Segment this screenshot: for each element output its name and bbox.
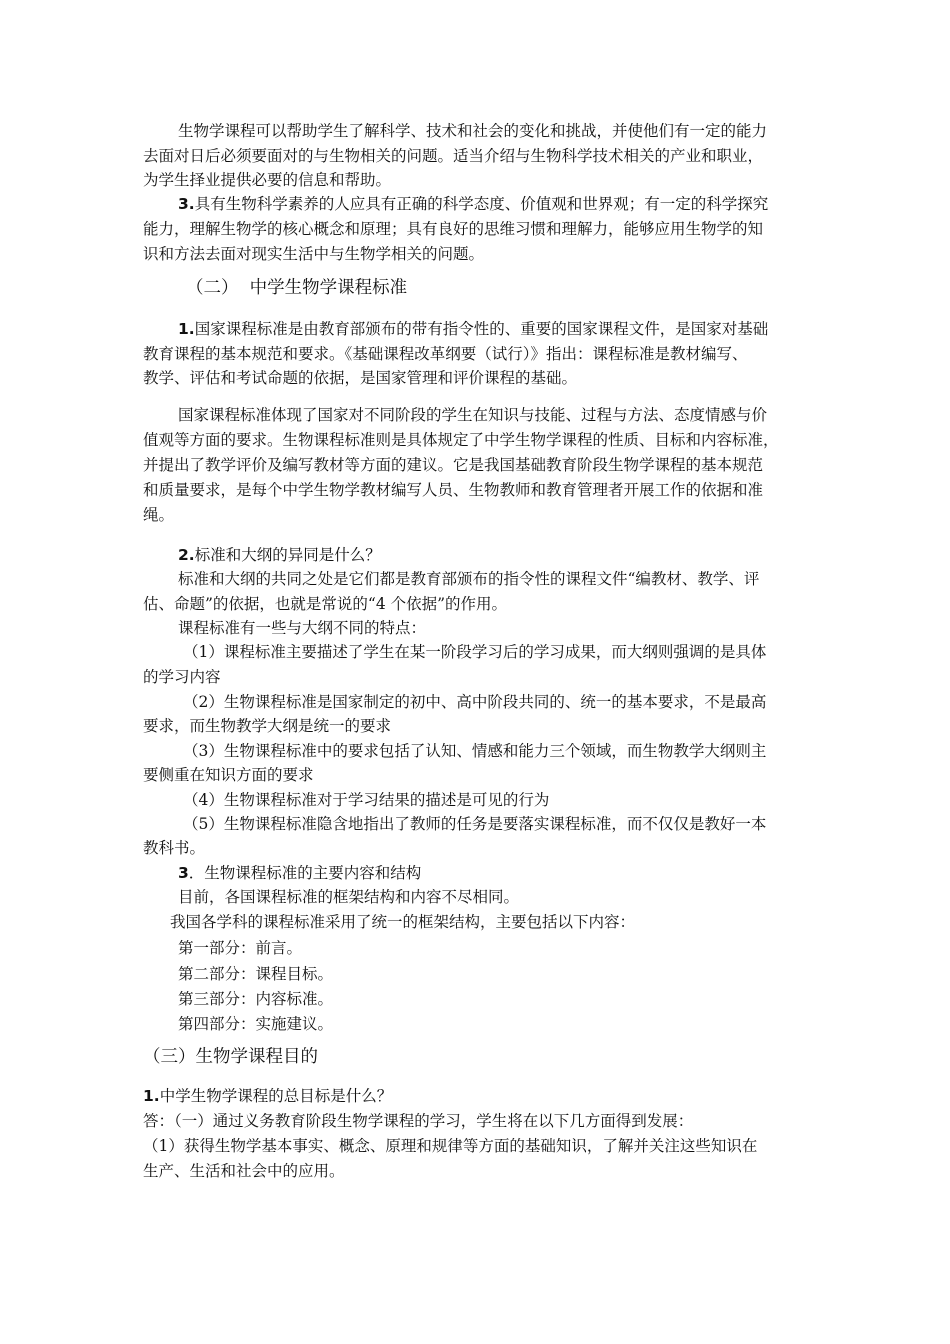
text-line: 和质量要求，是每个中学生物学教材编写人员、生物教师和教育管理者开展工作的依据和准 (143, 481, 764, 499)
text-line: 1.国家课程标准是由教育部颁布的带有指令性的、重要的国家课程文件，是国家对基础 (178, 320, 769, 338)
list-item: 第一部分：前言。 (178, 939, 303, 957)
text-line: 能力，理解生物学的核心概念和原理；具有良好的思维习惯和理解力，能够应用生物学的知 (143, 220, 764, 238)
text-line: 国家课程标准体现了国家对不同阶段的学生在知识与技能、过程与方法、态度情感与价 (178, 406, 768, 424)
list-item: （3）生物课程标准中的要求包括了认知、情感和能力三个领域，而生物教学大纲则主 (183, 742, 767, 760)
item-number: 3 (178, 864, 189, 882)
text-line: 生产、生活和社会中的应用。 (143, 1162, 345, 1180)
text-line: 估、命题”的依据，也就是常说的“4 个依据”的作用。 (143, 595, 508, 613)
section-heading: （三）生物学课程目的 (143, 1047, 318, 1067)
text-line: 教学、评估和考试命题的依据，是国家管理和评价课程的基础。 (143, 369, 578, 387)
text-line: 并提出了教学评价及编写教材等方面的建议。它是我国基础教育阶段生物学课程的基本规范 (143, 456, 764, 474)
list-item: 第四部分：实施建议。 (178, 1015, 334, 1033)
text-line: 答：（一）通过义务教育阶段生物学课程的学习，学生将在以下几方面得到发展： (143, 1112, 694, 1130)
list-item: 第三部分：内容标准。 (178, 990, 334, 1008)
text-line: 3．生物课程标准的主要内容和结构 (178, 864, 422, 882)
text-line: 课程标准有一些与大纲不同的特点： (178, 619, 427, 637)
text-line: 标准和大纲的共同之处是它们都是教育部颁布的指令性的课程文件“编教材、教学、评 (178, 570, 760, 588)
item-number: 2. (178, 546, 195, 564)
text-line: 教育课程的基本规范和要求。《基础课程改革纲要（试行）》指出：课程标准是教材编写、 (143, 345, 748, 363)
text-line: 目前，各国课程标准的框架结构和内容不尽相同。 (178, 888, 520, 906)
text-line: 要侧重在知识方面的要求 (143, 766, 314, 784)
text-line: 值观等方面的要求。生物课程标准则是具体规定了中学生物学课程的性质、目标和内容标准， (143, 431, 779, 449)
list-item: （4）生物课程标准对于学习结果的描述是可见的行为 (183, 791, 550, 809)
list-item: （5）生物课程标准隐含地指出了教师的任务是要落实课程标准，而不仅仅是教好一本 (183, 815, 767, 833)
text-line: （1）获得生物学基本事实、概念、原理和规律等方面的基础知识，了解并关注这些知识在 (143, 1137, 758, 1155)
text-line: 去面对日后必须要面对的与生物相关的问题。适当介绍与生物科学技术相关的产业和职业， (143, 147, 764, 165)
text-line: 生物学课程可以帮助学生了解科学、技术和社会的变化和挑战，并使他们有一定的能力 (178, 122, 768, 140)
text-line: 识和方法去面对现实生活中与生物学相关的问题。 (143, 245, 485, 263)
item-number: 1. (178, 320, 195, 338)
list-item: （2）生物课程标准是国家制定的初中、高中阶段共同的、统一的基本要求，不是最高 (183, 693, 767, 711)
text-line: 要求，而生物教学大纲是统一的要求 (143, 717, 392, 735)
text-line: 绳。 (143, 506, 175, 524)
text-line: 3.具有生物科学素养的人应具有正确的科学态度、价值观和世界观；有一定的科学探究 (178, 195, 769, 213)
item-number: 3. (178, 195, 195, 213)
text-line: 我国各学科的课程标准采用了统一的框架结构，主要包括以下内容： (170, 913, 636, 931)
text-line: 为学生择业提供必要的信息和帮助。 (143, 171, 392, 189)
text-line: 教科书。 (143, 839, 206, 857)
text-line: 的学习内容 (143, 668, 221, 686)
item-number: 1. (143, 1087, 160, 1105)
text-line: 1.中学生物学课程的总目标是什么？ (143, 1087, 393, 1105)
list-item: 第二部分：课程目标。 (178, 965, 334, 983)
list-item: （1）课程标准主要描述了学生在某一阶段学习后的学习成果，而大纲则强调的是具体 (183, 643, 767, 661)
text-line: 2.标准和大纲的异同是什么？ (178, 546, 381, 564)
section-heading: （二） 中学生物学课程标准 (186, 278, 408, 298)
